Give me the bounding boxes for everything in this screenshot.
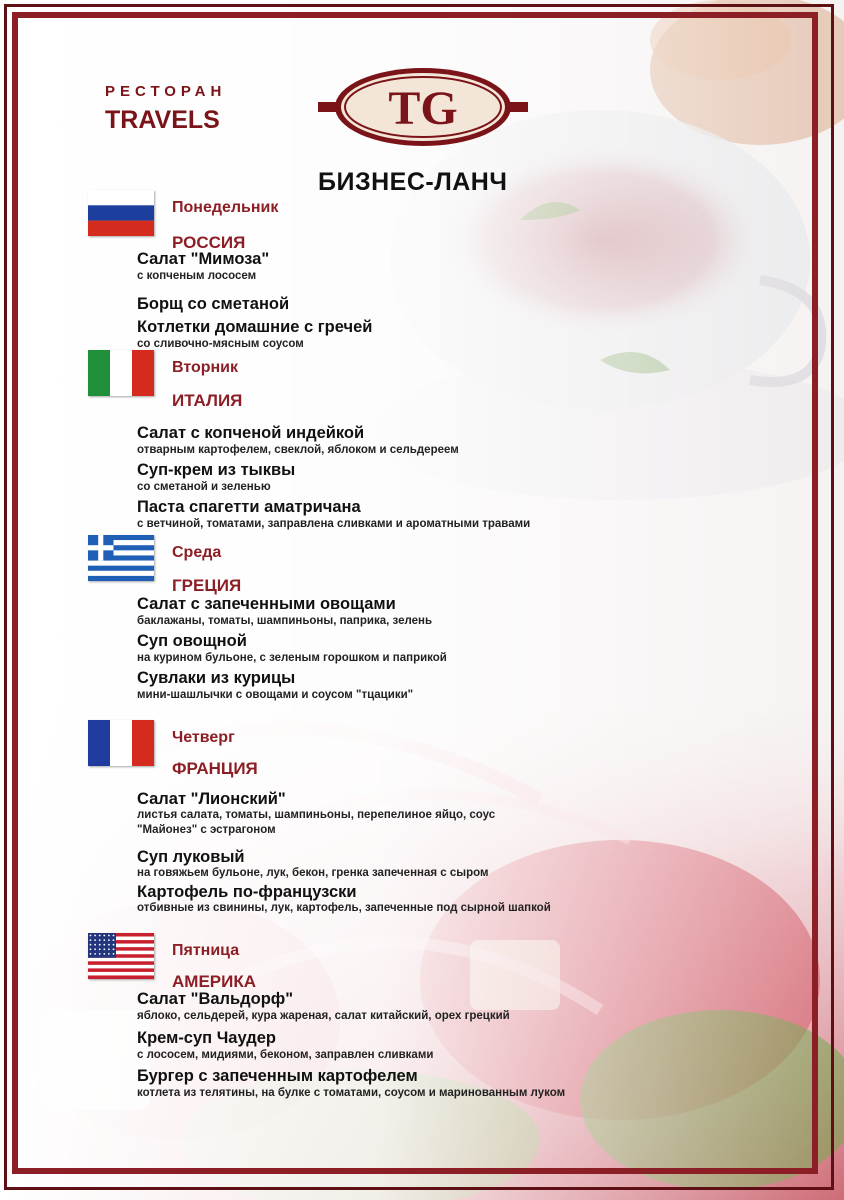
- day-name: Четверг: [172, 729, 235, 746]
- dish-description: яблоко, сельдерей, кура жареная, салат китайский, орех грецкий: [137, 1010, 510, 1022]
- usa-flag-icon: [88, 933, 154, 979]
- dish-name: Картофель по-французски: [137, 883, 357, 901]
- dish-description: баклажаны, томаты, шампиньоны, паприка, зелень: [137, 615, 433, 627]
- day-name: Пятница: [172, 942, 240, 959]
- dish-name: Салат с запеченными овощами: [137, 595, 396, 613]
- svg-text:TG: TG: [388, 82, 458, 135]
- country-name: ФРАНЦИЯ: [172, 759, 258, 778]
- dish-name: Борщ со сметаной: [137, 295, 290, 313]
- country-name: ИТАЛИЯ: [172, 391, 243, 410]
- greece-flag-icon: [88, 535, 154, 581]
- dish-description: отбивные из свинины, лук, картофель, запеченные под сырной шапкой: [137, 902, 551, 914]
- logo-restaurant-label: РЕСТОРАН: [105, 83, 227, 100]
- dish-description: листья салата, томаты, шампиньоны, перепелиное яйцо, соус: [137, 809, 496, 821]
- dish-name: Салат с копченой индейкой: [137, 424, 365, 442]
- italy-flag-icon: [88, 350, 154, 396]
- dish-description: отварным картофелем, свеклой, яблоком и сельдереем: [137, 444, 459, 456]
- dish-name: Котлетки домашние с гречей: [137, 318, 373, 336]
- dish-name: Салат "Лионский": [137, 790, 286, 808]
- dish-description: с копченым лососем: [137, 270, 257, 282]
- dish-name: Бургер с запеченным картофелем: [137, 1067, 418, 1085]
- dish-description: со сметаной и зеленью: [137, 481, 271, 493]
- russia-flag-icon: [88, 190, 154, 236]
- dish-name: Салат "Мимоза": [137, 250, 270, 268]
- dish-description: с лососем, мидиями, беконом, заправлен сливками: [137, 1049, 434, 1061]
- dish-name: Сувлаки из курицы: [137, 669, 296, 687]
- tg-emblem-icon: [318, 66, 528, 148]
- dish-name: Крем-суп Чаудер: [137, 1029, 276, 1047]
- dish-description: на говяжьем бульоне, лук, бекон, гренка запеченная с сыром: [137, 867, 489, 879]
- dish-name: Салат "Вальдорф": [137, 990, 294, 1008]
- france-flag-icon: [88, 720, 154, 766]
- restaurant-logo: [105, 83, 226, 135]
- country-name: АМЕРИКА: [172, 972, 256, 991]
- dish-description: мини-шашлычки с овощами и соусом "тцацики": [137, 689, 414, 701]
- country-name: РОССИЯ: [172, 233, 246, 252]
- country-name: ГРЕЦИЯ: [172, 576, 242, 595]
- dish-name: Суп-крем из тыквы: [137, 461, 296, 479]
- dish-description: со сливочно-мясным соусом: [137, 338, 304, 350]
- dish-description: котлета из телятины, на булке с томатами, соусом и маринованным луком: [137, 1087, 566, 1099]
- dish-description: "Майонез" с эстрагоном: [137, 824, 276, 836]
- logo-brand-name: TRAVELS: [105, 106, 220, 134]
- page-title: БИЗНЕС-ЛАНЧ: [318, 168, 508, 196]
- day-name: Среда: [172, 544, 222, 561]
- dish-name: Суп луковый: [137, 848, 245, 866]
- dish-name: Паста спагетти аматричана: [137, 498, 361, 516]
- dish-description: на курином бульоне, с зеленым горошком и паприкой: [137, 652, 447, 664]
- day-name: Вторник: [172, 359, 239, 376]
- dish-description: с ветчиной, томатами, заправлена сливками и ароматными травами: [137, 518, 531, 530]
- day-name: Понедельник: [172, 199, 279, 216]
- dish-name: Суп овощной: [137, 632, 247, 650]
